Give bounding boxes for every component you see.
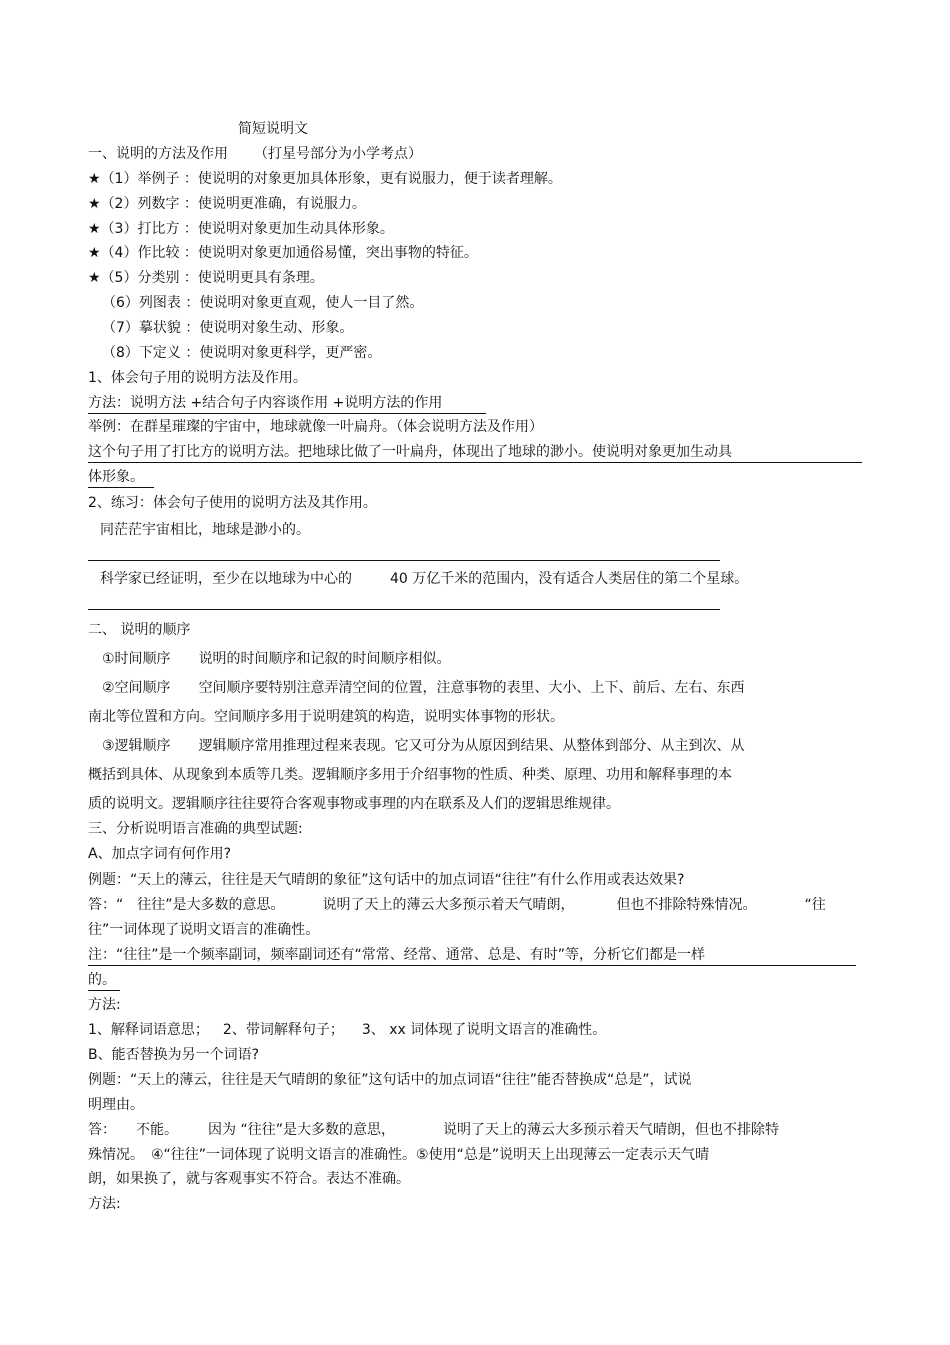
question-a-example: 例题：“天上的薄云，往往是天气晴朗的象征”这句话中的加点词语“往往”有什么作用或表达效果?	[88, 872, 685, 888]
star-icon: ★	[88, 171, 101, 187]
example-line: 举例：在群星璀璨的宇宙中，地球就像一叶扁舟。（体会说明方法及作用）	[88, 419, 543, 435]
page-title: 简短说明文	[238, 121, 308, 137]
method-item-1: ★（1）举例子 ：使说明的对象更加具体形象，更有说服力，便于读者理解。	[88, 171, 562, 187]
question-2: 2、练习：体会句子使用的说明方法及其作用。	[88, 495, 377, 511]
answer-underline-1	[88, 462, 862, 463]
question-1: 1、体会句子用的说明方法及作用。	[88, 370, 307, 386]
question-a-title: A、加点字词有何作用?	[88, 846, 232, 862]
note-underline-1	[88, 965, 856, 966]
section-3-heading: 三、分析说明语言准确的典型试题:	[88, 821, 303, 837]
order-logic-cont-2: 质的说明文。逻辑顺序往往要符合客观事物或事理的内在联系及人们的逻辑思维规律。	[88, 796, 620, 812]
question-b-title: B、能否替换为另一个词语?	[88, 1047, 260, 1063]
question-a-methods: 1、解释词语意思； 2、带词解释句子； 3、 xx 词体现了说明文语言的准确性。	[88, 1022, 607, 1038]
method-item-8: （8）下定义 ：使说明对象更科学，更严密。	[102, 345, 382, 361]
question-b-example-2: 明理由。	[88, 1097, 144, 1113]
order-logic: ③逻辑顺序 逻辑顺序常用推理过程来表现。它又可分为从原因到结果、从整体到部分、从主到次、从	[102, 738, 745, 754]
question-a-answer-1: 答：“ 往往”是大多数的意思。 说明了天上的薄云大多预示着天气晴朗， 但也不排除特殊情况。 “往	[88, 897, 826, 913]
order-logic-cont-1: 概括到具体、从现象到本质等几类。逻辑顺序多用于介绍事物的性质、种类、原理、功用和解释事理的本	[88, 767, 732, 783]
star-icon: ★	[88, 196, 101, 212]
method-item-7: （7）摹状貌 ：使说明对象生动、形象。	[102, 320, 354, 336]
star-icon: ★	[88, 245, 101, 261]
method-item-2: ★（2）列数字 ：使说明更准确，有说服力。	[88, 196, 366, 212]
note-underline-2	[88, 990, 120, 991]
order-space-cont: 南北等位置和方向。空间顺序多用于说明建筑的构造，说明实体事物的形状。	[88, 709, 564, 725]
answer-underline-2	[88, 487, 154, 488]
star-icon: ★	[88, 270, 101, 286]
answer-line-2: 体形象。	[88, 469, 144, 485]
answer-line-1: 这个句子用了打比方的说明方法。把地球比做了一叶扁舟，体现出了地球的渺小。使说明对象更加生动具	[88, 444, 732, 460]
section-1-note: （打星号部分为小学考点）	[254, 146, 422, 162]
method-item-5: ★（5）分类别 ：使说明更具有条理。	[88, 270, 324, 286]
question-b-example-1: 例题：“天上的薄云，往往是天气晴朗的象征”这句话中的加点词语“往往”能否替换成“总是”，试说	[88, 1072, 692, 1088]
exercise-1: 同茫茫宇宙相比，地球是渺小的。	[100, 522, 310, 538]
order-space: ②空间顺序 空间顺序要特别注意弄清空间的位置，注意事物的表里、大小、上下、前后、左右、东西	[102, 680, 745, 696]
section-1-heading	[88, 145, 422, 163]
method-line: 方法：说明方法 +结合句子内容谈作用 +说明方法的作用	[88, 395, 443, 411]
star-icon: ★	[88, 221, 101, 237]
question-b-answer-3: 朗，如果换了，就与客观事实不符合。表达不准确。	[88, 1171, 410, 1187]
method-underline	[88, 413, 486, 414]
order-time: ①时间顺序 说明的时间顺序和记叙的时间顺序相似。	[102, 651, 451, 667]
question-b-answer-2: 殊情况。 ④“往往”一词体现了说明文语言的准确性。⑤使用“总是”说明天上出现薄云一定表示天气晴	[88, 1147, 710, 1163]
answer-blank-1	[88, 560, 720, 561]
method-item-6: （6）列图表 ：使说明对象更直观，使人一目了然。	[102, 295, 424, 311]
section-1-title: 一、说明的方法及作用	[88, 146, 228, 162]
method-item-3: ★（3）打比方 ：使说明对象更加生动具体形象。	[88, 221, 394, 237]
exercise-2: 科学家已经证明，至少在以地球为中心的 40 万亿千米的范围内，没有适合人类居住的第二个星球。	[100, 571, 749, 587]
method-item-4: ★（4）作比较 ：使说明对象更加通俗易懂，突出事物的特征。	[88, 245, 478, 261]
question-a-answer-2: 往”一词体现了说明文语言的准确性。	[88, 922, 320, 938]
method-label-2: 方法:	[88, 1196, 121, 1212]
answer-blank-2	[88, 609, 720, 610]
section-2-heading: 二、 说明的顺序	[88, 622, 191, 638]
question-a-note-2: 的。	[88, 972, 116, 988]
question-a-note-1: 注：“往往”是一个频率副词，频率副词还有“常常、经常、通常、总是、有时”等，分析它们都是一样	[88, 947, 706, 963]
method-label-1: 方法:	[88, 997, 121, 1013]
question-b-answer-1: 答： 不能。 因为 “往往”是大多数的意思， 说明了天上的薄云大多预示着天气晴朗，但也不排除特	[88, 1122, 779, 1138]
